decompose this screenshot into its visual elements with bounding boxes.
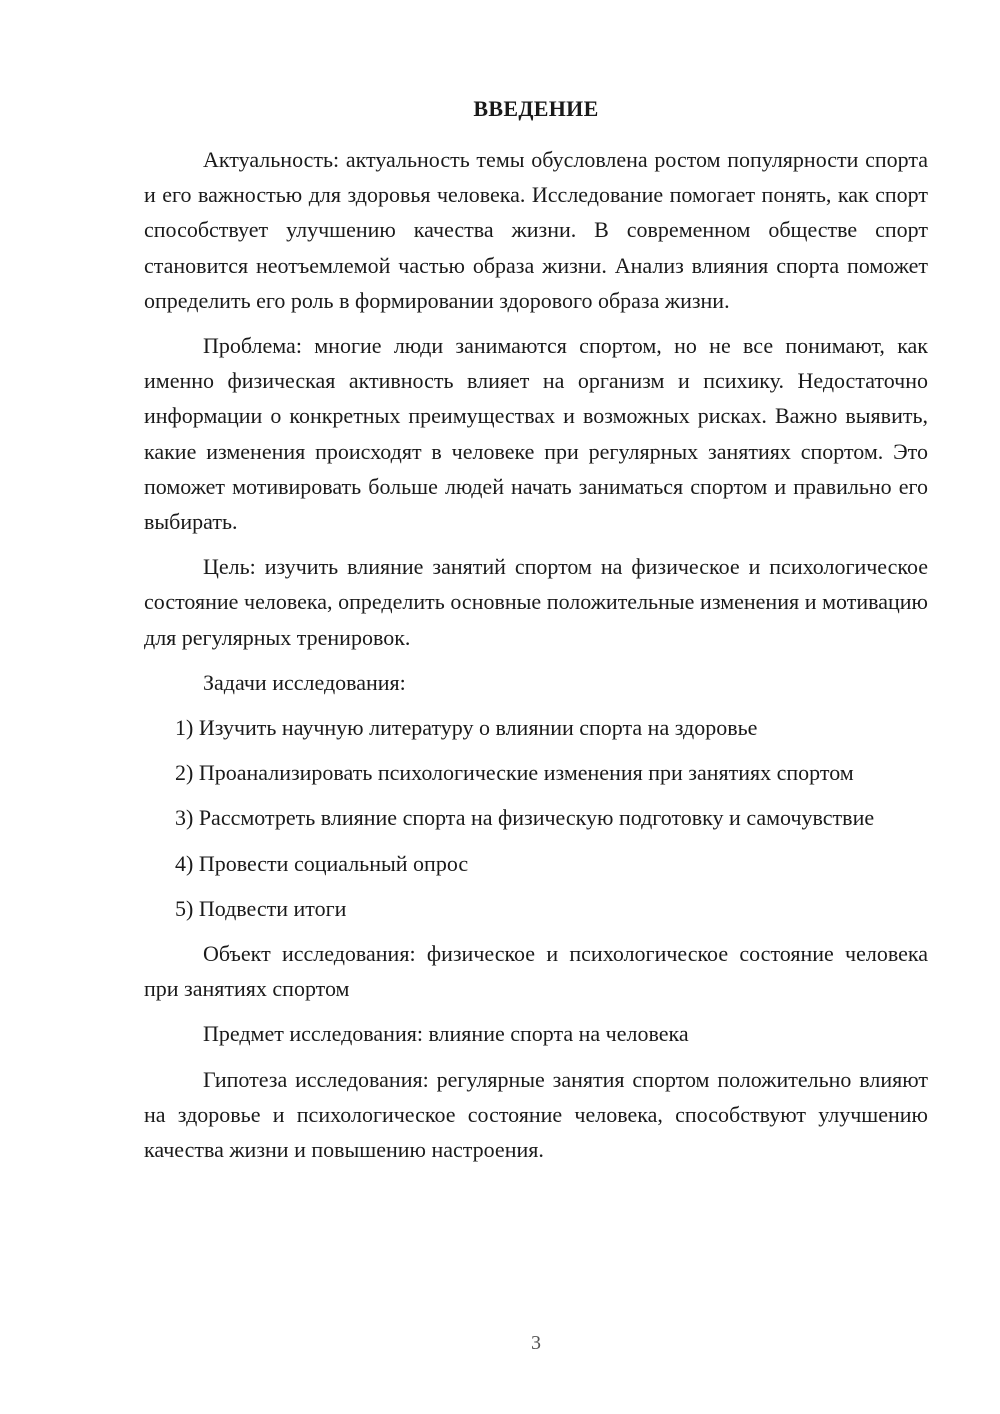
goal-paragraph: Цель: изучить влияние занятий спортом на физическое и психологическое состояние человека, определить основные положительные изменения и мотивацию для регулярных тренировок.	[144, 554, 928, 650]
section-title: ВВЕДЕНИЕ	[473, 96, 599, 121]
object-paragraph: Объект исследования: физическое и психологическое состояние человека при занятиях спортом	[144, 941, 928, 1002]
task-item: 5) Подвести итоги	[175, 895, 347, 921]
problem-paragraph: Проблема: многие люди занимаются спортом, но не все понимают, как именно физическая активность влияет на организм и психику. Недостаточно информации о конкретных преимуществах и возможных рисках. Важно выявить, какие изменения происходят в человеке при регулярных занятиях спортом. Это поможет мотивировать больше людей начать заниматься спортом и правильно его выбирать.	[144, 333, 928, 535]
page-number: 3	[531, 1332, 541, 1354]
subject-paragraph: Предмет исследования: влияние спорта на человека	[203, 1021, 689, 1047]
body-text	[144, 142, 928, 1167]
task-item: 4) Провести социальный опрос	[175, 850, 469, 876]
task-item: 3) Рассмотреть влияние спорта на физическую подготовку и самочувствие	[175, 805, 875, 831]
hypothesis-paragraph: Гипотеза исследования: регулярные занятия спортом положительно влияют на здоровье и психологическое состояние человека, способствуют улучшению качества жизни и повышению настроения.	[144, 1066, 928, 1163]
task-item: 2) Проанализировать психологические изменения при занятиях спортом	[175, 760, 854, 786]
relevance-paragraph: Актуальность: актуальность темы обусловлена ростом популярности спорта и его важностью для здоровья человека. Исследование помогает понять, как спорт способствует улучшению качества жизни. В современном обществе спорт становится неотъемлемой частью образа жизни. Анализ влияния спорта поможет определить его роль в формировании здорового образа жизни.	[144, 147, 928, 313]
tasks-heading: Задачи исследования:	[203, 669, 406, 695]
task-item: 1) Изучить научную литературу о влиянии спорта на здоровье	[175, 715, 758, 741]
